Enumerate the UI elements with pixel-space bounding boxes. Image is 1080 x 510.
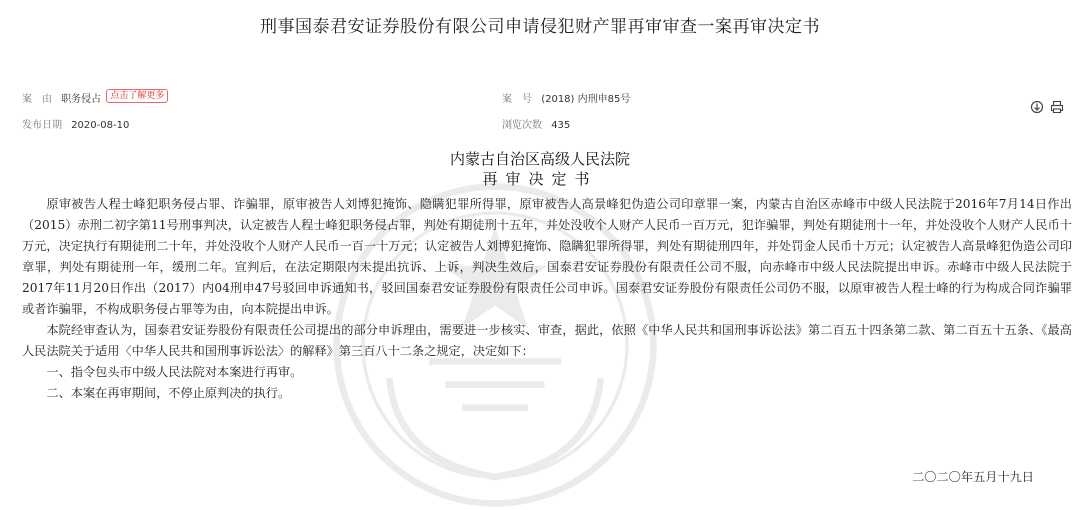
paragraph-decision-2: 二、本案在再审期间，不停止原判决的执行。 [46,386,291,400]
learn-more-link[interactable]: 点击了解更多 [106,89,168,103]
publish-date-label: 发布日期 [22,120,62,131]
case-number-value: (2018) 内刑申85号 [541,94,631,105]
page-title: 刑事国泰君安证券股份有限公司申请侵犯财产罪再审审查一案再审决定书 [260,17,820,37]
case-cause [22,90,168,107]
paragraph-decision-1: 一、指令包头市中级人民法院对本案进行再审。 [46,365,303,379]
case-number [502,90,630,105]
paragraph-review: 本院经审查认为，国泰君安证券股份有限责任公司提出的部分申诉理由，需要进一步核实、审查，据此，依照《中华人民共和国刑事诉讼法》第二百五十四条第二款、第二百五十五条、《最高人民法院关于适用〈中华人民共和国刑事诉讼法〉的解释》第三百八十二条之规定，决定如下： [22,323,1072,358]
paragraph-background: 原审被告人程士峰犯职务侵占罪、诈骗罪，原审被告人刘博犯掩饰、隐瞒犯罪所得罪，原审被告人高景峰犯伪造公司印章罪一案，内蒙古自治区赤峰市中级人民法院于2016年7月14日作出（2015）赤刑二初字第11号刑事判决，认定被告人程士峰犯职务侵占罪，判处有期徒刑十五年，并处没收个人财产人民币一百万元，犯诈骗罪，判处有期徒刑十一年，并处没收个人财产人民币十万元，决定执行有期徒刑二十年，并处没收个人财产人民币一百一十万元；认定被告人刘博犯掩饰、隐瞒犯罪所得罪，判处有期徒刑四年，并处罚金人民币十万元；认定被告人高景峰犯伪造公司印章罪，判处有期徒刑一年，缓刑二年。宣判后，在法定期限内未提出抗诉、上诉，判决生效后，国泰君安证券股份有限责任公司不服，向赤峰市中级人民法院提出申诉。赤峰市中级人民法院于2017年11月20日作出（2017）内04刑申47号驳回申诉通知书，驳回国泰君安证券股份有限责任公司申诉。国泰君安证券股份有限责任公司仍不服，以原审被告人程士峰的行为构成合同诈骗罪或者诈骗罪，不构成职务侵占罪等为由，向本院提出申诉。 [22,197,1072,316]
view-count-label: 浏览次数 [502,120,542,131]
toolbar-icons [1028,100,1064,118]
view-count-value: 435 [551,120,571,131]
publish-date-value: 2020-08-10 [71,120,130,131]
court-name: 内蒙古自治区高级人民法院 [449,150,630,168]
case-cause-label: 案 由 [22,94,52,105]
document-body [22,194,1072,404]
document-title: 再审决定书 [482,170,598,188]
publish-date [22,116,129,131]
download-icon[interactable] [1030,102,1048,118]
print-icon[interactable] [1050,102,1064,118]
decision-date: 二〇二〇年五月十九日 [912,470,1034,484]
view-count [502,116,570,131]
case-cause-value: 职务侵占 [61,94,102,105]
case-number-label: 案 号 [502,94,532,105]
